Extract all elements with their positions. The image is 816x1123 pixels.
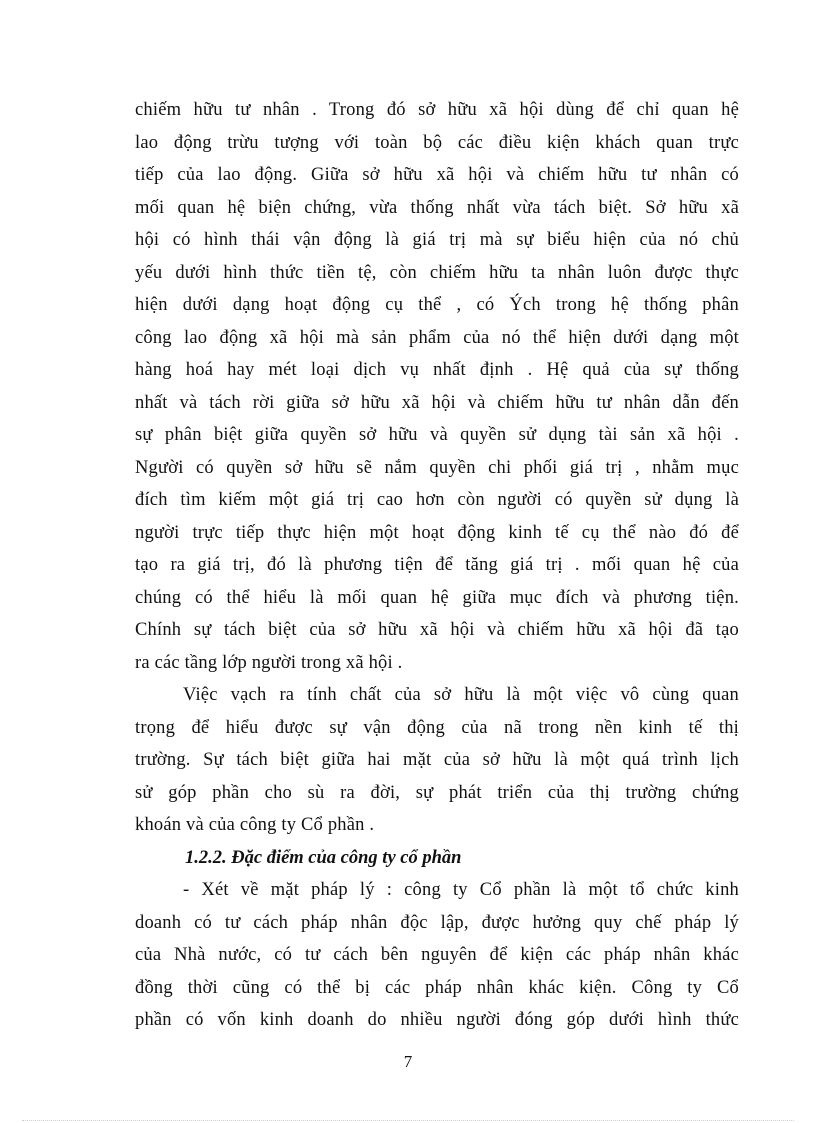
section-heading: 1.2.2. Đặc điểm của công ty cổ phần — [185, 847, 462, 868]
text-line: trường. Sự tách biệt giữa hai mặt của sở hữu là một quá trình lịch — [135, 750, 739, 770]
paragraph-2 — [135, 679, 739, 842]
paragraph-1 — [135, 94, 739, 679]
text-line: doanh có tư cách pháp nhân độc lập, được hưởng quy chế pháp lý — [135, 912, 739, 933]
text-line: ra các tầng lớp người trong xã hội . — [135, 652, 403, 673]
text-line: đích tìm kiếm một giá trị cao hơn còn người có quyền sử dụng là — [135, 490, 739, 510]
text-line: trọng để hiểu được sự vận động của nã trong nền kinh tế thị — [135, 717, 739, 738]
text-line: công lao động xã hội mà sản phẩm của nó thể hiện dưới dạng một — [135, 327, 739, 348]
text-line: Chính sự tách biệt của sở hữu xã hội và chiếm hữu xã hội đã tạo — [135, 620, 739, 640]
text-line: Người có quyền sở hữu sẽ nắm quyền chi phối giá trị , nhằm mục — [135, 457, 739, 478]
text-line: nhất và tách rời giữa sở hữu xã hội và chiếm hữu tư nhân dẫn đến — [135, 392, 739, 413]
text-line: hiện dưới dạng hoạt động cụ thể , có Ých trong hệ thống phân — [135, 295, 739, 315]
body-text — [135, 94, 739, 1037]
text-line: hội có hình thái vận động là giá trị mà sự biểu hiện của nó chủ — [135, 230, 739, 250]
text-line: mối quan hệ biện chứng, vừa thống nhất vừa tách biệt. Sở hữu xã — [135, 197, 739, 218]
text-line: đồng thời cũng có thể bị các pháp nhân khác kiện. Công ty Cổ — [135, 977, 739, 998]
text-line: chiếm hữu tư nhân . Trong đó sở hữu xã hội dùng để chỉ quan hệ — [135, 100, 739, 120]
text-line: Việc vạch ra tính chất của sở hữu là một việc vô cùng quan — [183, 685, 739, 705]
text-line: sử góp phần cho sù ra đời, sự phát triển của thị trường chứng — [135, 782, 739, 803]
text-line: hàng hoá hay mét loại dịch vụ nhất định . Hệ quả của sự thống — [135, 360, 739, 380]
paragraph-3 — [135, 874, 739, 1037]
text-line: lao động trừu tượng với toàn bộ các điều kiện khách quan trực — [135, 132, 739, 153]
text-line: sự phân biệt giữa quyền sở hữu và quyền sử dụng tài sản xã hội . — [135, 425, 739, 445]
text-line: tiếp của lao động. Giữa sở hữu xã hội và chiếm hữu tư nhân có — [135, 165, 739, 185]
text-line: chúng có thể hiểu là mối quan hệ giữa mục đích và phương tiện. — [135, 587, 739, 608]
text-line: - Xét về mặt pháp lý : công ty Cổ phần là một tổ chức kinh — [183, 880, 739, 900]
text-line: tạo ra giá trị, đó là phương tiện để tăng giá trị . mối quan hệ của — [135, 555, 739, 575]
text-line: yếu dưới hình thức tiền tệ, còn chiếm hữu ta nhân luôn được thực — [135, 262, 739, 283]
text-line: người trực tiếp thực hiện một hoạt động kinh tế cụ thể nào đó để — [135, 522, 739, 543]
text-line: phần có vốn kinh doanh do nhiều người đóng góp dưới hình thức — [135, 1010, 739, 1030]
text-line: khoán và của công ty Cổ phần . — [135, 815, 375, 835]
footer-divider — [22, 1120, 794, 1121]
text-line: của Nhà nước, có tư cách bên nguyên để kiện các pháp nhân khác — [135, 945, 739, 965]
page-number: 7 — [403, 1052, 413, 1071]
